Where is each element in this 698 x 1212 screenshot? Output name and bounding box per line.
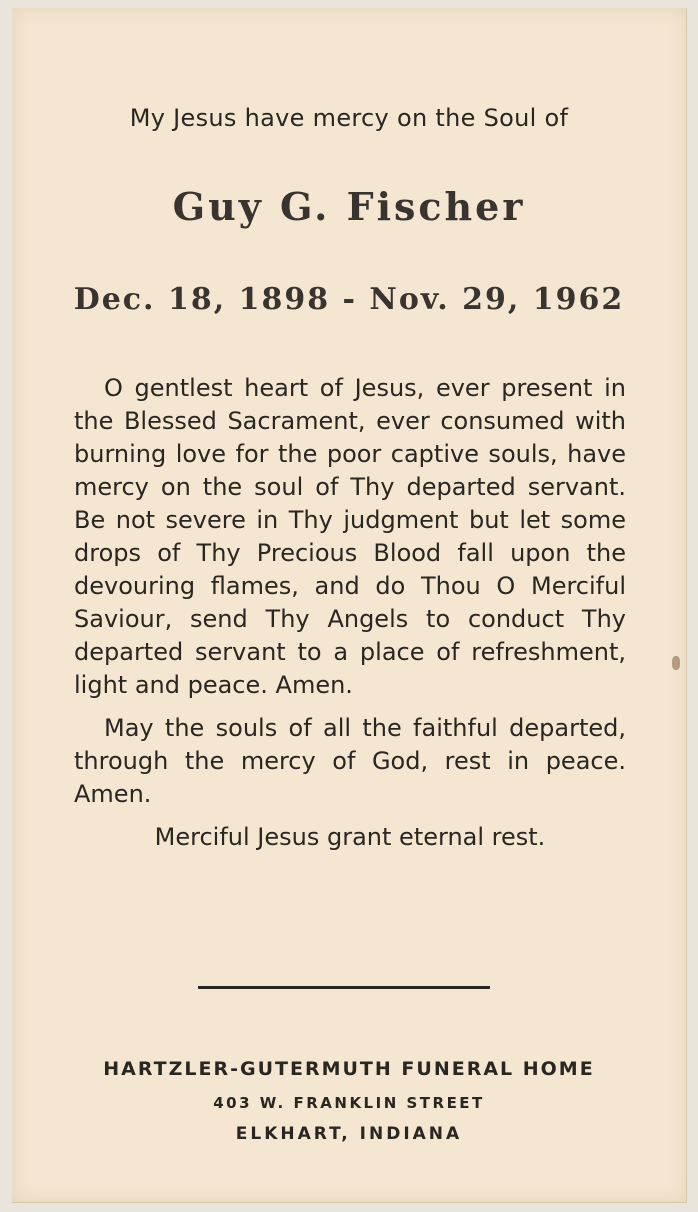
- funeral-home-street: 403 W. FRANKLIN STREET: [213, 1094, 485, 1112]
- divider: [198, 986, 490, 989]
- prayer-paragraph: O gentlest heart of Jesus, ever present in the Blessed Sacrament, ever consumed with burning love for the poor captive souls, have mercy on the soul of Thy departed servant. Be not severe in Thy judgment but let some drops of Thy Precious Blood fall upon the devouring flames, and do Thou O Merciful Saviour, send Thy Angels to conduct Thy departed servant to a place of refreshment, light and peace. Amen.: [74, 374, 626, 699]
- paper-stain: [672, 656, 680, 670]
- funeral-home-name: HARTZLER-GUTERMUTH FUNERAL HOME: [103, 1058, 595, 1080]
- funeral-home-city: ELKHART, INDIANA: [235, 1124, 463, 1144]
- life-dates: Dec. 18, 1898 - Nov. 29, 1962: [73, 282, 625, 317]
- intro-line: My Jesus have mercy on the Soul of: [129, 104, 569, 132]
- prayer-closing: Merciful Jesus grant eternal rest.: [154, 823, 546, 851]
- memorial-card: [12, 8, 687, 1203]
- prayer-text: [74, 372, 626, 864]
- prayer-paragraph: May the souls of all the faithful departed, through the mercy of God, rest in peace. Amen.: [74, 714, 626, 808]
- deceased-name: Guy G. Fischer: [172, 184, 526, 229]
